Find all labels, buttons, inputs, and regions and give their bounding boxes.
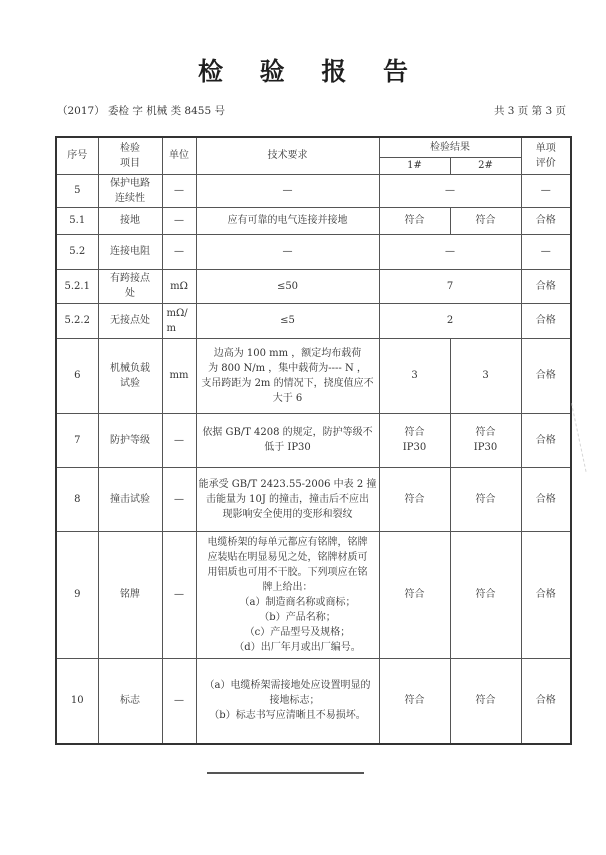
report-number: （2017） 委检 字 机械 类 8455 号 bbox=[57, 105, 225, 117]
requirement-list-item: （c）产品型号及规格； bbox=[244, 626, 351, 638]
header-result1: 1# bbox=[379, 157, 450, 174]
page-info: 共 3 页 第 3 页 bbox=[493, 105, 566, 117]
requirement-line: 接地标志； bbox=[269, 695, 320, 707]
cell-evaluation: — bbox=[521, 174, 571, 207]
result-line: IP30 bbox=[402, 442, 427, 453]
cell-requirement bbox=[196, 413, 379, 467]
end-of-report-line bbox=[207, 772, 364, 774]
table-row bbox=[56, 531, 571, 658]
header-evaluation bbox=[521, 137, 571, 174]
header-evaluation-line2: 评价 bbox=[535, 157, 556, 169]
requirement-line: 依据 GB/T 4208 的规定，防护等级不 bbox=[202, 427, 373, 438]
header-result2: 2# bbox=[450, 157, 521, 174]
header-requirement: 技术要求 bbox=[196, 137, 379, 174]
cell-item: 撞击试验 bbox=[98, 467, 162, 531]
cell-unit: — bbox=[162, 207, 196, 234]
cell-item-line1: 有跨接点 bbox=[110, 273, 150, 284]
cell-item-line2: 连续性 bbox=[115, 192, 145, 204]
requirement-line: 电缆桥架的每单元都应有铭牌，铭牌 bbox=[207, 536, 368, 548]
requirement-line: 牌上给出： bbox=[262, 581, 313, 593]
cell-unit bbox=[162, 303, 196, 338]
result-line: 符合 bbox=[404, 427, 425, 438]
cell-item: 标志 bbox=[98, 658, 162, 744]
table-row bbox=[56, 338, 571, 413]
cell-item-line2: 试验 bbox=[120, 377, 140, 389]
cell-result2 bbox=[450, 413, 521, 467]
header-item-line1: 检验 bbox=[120, 142, 140, 154]
header-item bbox=[98, 137, 162, 174]
cell-result-merged: — bbox=[379, 174, 521, 207]
cell-requirement: ≤50 bbox=[196, 269, 379, 303]
header-item-line2: 项目 bbox=[120, 157, 140, 169]
cell-item bbox=[98, 338, 162, 413]
cell-evaluation: 合格 bbox=[521, 658, 571, 744]
seal-stamp-fragment bbox=[571, 398, 606, 472]
cell-unit: — bbox=[162, 234, 196, 269]
cell-unit: mΩ bbox=[162, 269, 196, 303]
table-row bbox=[56, 303, 571, 338]
header-results: 检验结果 bbox=[379, 137, 521, 157]
table-row bbox=[56, 467, 571, 531]
inspection-table bbox=[55, 136, 572, 745]
cell-unit: mm bbox=[162, 338, 196, 413]
cell-seq: 5.2.1 bbox=[56, 269, 98, 303]
cell-unit: — bbox=[162, 531, 196, 658]
cell-item-line2: 处 bbox=[125, 288, 135, 299]
requirement-list-item: （d）出厂年月或出厂编号。 bbox=[234, 641, 361, 653]
header-row-1 bbox=[56, 137, 571, 157]
cell-seq: 9 bbox=[56, 531, 98, 658]
cell-result-merged: 2 bbox=[379, 303, 521, 338]
cell-requirement bbox=[196, 467, 379, 531]
requirement-line: 击能量为 10J 的撞击，撞击后不应出 bbox=[205, 493, 370, 505]
requirement-line: 应装贴在明显易见之处，铭牌材质可 bbox=[207, 551, 368, 563]
cell-result1: 符合 bbox=[379, 531, 450, 658]
cell-result1: 符合 bbox=[379, 207, 450, 234]
requirement-line: 现影响安全使用的变形和裂纹 bbox=[222, 508, 353, 520]
requirement-list-item: （b）产品名称； bbox=[259, 611, 336, 623]
cell-result-merged: 7 bbox=[379, 269, 521, 303]
cell-result2: 符合 bbox=[450, 467, 521, 531]
result-line: IP30 bbox=[473, 442, 498, 453]
cell-item: 无接点处 bbox=[98, 303, 162, 338]
requirement-list-item: （a）制造商名称或商标； bbox=[239, 596, 356, 608]
cell-result2: 符合 bbox=[450, 658, 521, 744]
requirement-line: （b）标志书写应清晰且不易损坏。 bbox=[209, 710, 366, 722]
cell-evaluation: 合格 bbox=[521, 269, 571, 303]
cell-result1: 符合 bbox=[379, 467, 450, 531]
cell-result1: 符合 bbox=[379, 658, 450, 744]
cell-result2: 符合 bbox=[450, 531, 521, 658]
cell-evaluation: 合格 bbox=[521, 531, 571, 658]
requirement-line: 为 800 N/m ，集中载荷为---- N ， bbox=[208, 362, 367, 374]
cell-seq: 7 bbox=[56, 413, 98, 467]
cell-item: 接地 bbox=[98, 207, 162, 234]
cell-evaluation: 合格 bbox=[521, 467, 571, 531]
table-row bbox=[56, 413, 571, 467]
cell-requirement: ≤5 bbox=[196, 303, 379, 338]
cell-result1: 3 bbox=[379, 338, 450, 413]
cell-item-line1: 保护电路 bbox=[110, 177, 150, 189]
header-evaluation-line1: 单项 bbox=[535, 142, 556, 154]
cell-item-line1: 机械负载 bbox=[110, 362, 150, 374]
table-row bbox=[56, 234, 571, 269]
cell-seq: 5.2 bbox=[56, 234, 98, 269]
cell-seq: 5.1 bbox=[56, 207, 98, 234]
header-seq: 序号 bbox=[56, 137, 98, 174]
cell-requirement bbox=[196, 531, 379, 658]
cell-result-merged: — bbox=[379, 234, 521, 269]
table-row bbox=[56, 207, 571, 234]
report-title: 检 验 报 告 bbox=[197, 57, 423, 86]
header-unit: 单位 bbox=[162, 137, 196, 174]
cell-requirement: — bbox=[196, 234, 379, 269]
cell-item: 铭牌 bbox=[98, 531, 162, 658]
cell-item: 防护等级 bbox=[98, 413, 162, 467]
cell-item bbox=[98, 174, 162, 207]
cell-result1 bbox=[379, 413, 450, 467]
cell-seq: 8 bbox=[56, 467, 98, 531]
result-line: 符合 bbox=[475, 427, 496, 438]
cell-unit-line2: m bbox=[166, 322, 176, 334]
requirement-line: 低于 IP30 bbox=[264, 442, 311, 453]
cell-result2: 3 bbox=[450, 338, 521, 413]
requirement-line: 大于 6 bbox=[272, 392, 303, 404]
cell-seq: 6 bbox=[56, 338, 98, 413]
cell-evaluation: 合格 bbox=[521, 338, 571, 413]
cell-item: 连接电阻 bbox=[98, 234, 162, 269]
requirement-line: 用铝质也可用不干胶。下列项应在铭 bbox=[207, 566, 368, 578]
requirement-line: 支吊跨距为 2m 的情况下，挠度值应不 bbox=[201, 377, 374, 389]
cell-result2: 符合 bbox=[450, 207, 521, 234]
cell-unit: — bbox=[162, 658, 196, 744]
cell-requirement: — bbox=[196, 174, 379, 207]
cell-evaluation: 合格 bbox=[521, 413, 571, 467]
cell-seq: 5 bbox=[56, 174, 98, 207]
table-row bbox=[56, 658, 571, 744]
table-row bbox=[56, 174, 571, 207]
requirement-line: （a）电缆桥架需接地处应设置明显的 bbox=[204, 680, 371, 692]
cell-evaluation: 合格 bbox=[521, 303, 571, 338]
cell-unit: — bbox=[162, 174, 196, 207]
cell-requirement bbox=[196, 338, 379, 413]
cell-requirement: 应有可靠的电气连接并接地 bbox=[196, 207, 379, 234]
cell-unit: — bbox=[162, 467, 196, 531]
cell-unit: — bbox=[162, 413, 196, 467]
table-row bbox=[56, 269, 571, 303]
requirement-line: 能承受 GB/T 2423.55-2006 中表 2 撞 bbox=[198, 478, 377, 490]
cell-requirement bbox=[196, 658, 379, 744]
cell-unit-line1: mΩ/ bbox=[166, 307, 188, 319]
cell-item bbox=[98, 269, 162, 303]
requirement-line: 边高为 100 mm ，额定均布载荷 bbox=[213, 347, 362, 359]
cell-evaluation: 合格 bbox=[521, 207, 571, 234]
cell-seq: 5.2.2 bbox=[56, 303, 98, 338]
cell-seq: 10 bbox=[56, 658, 98, 744]
cell-evaluation: — bbox=[521, 234, 571, 269]
